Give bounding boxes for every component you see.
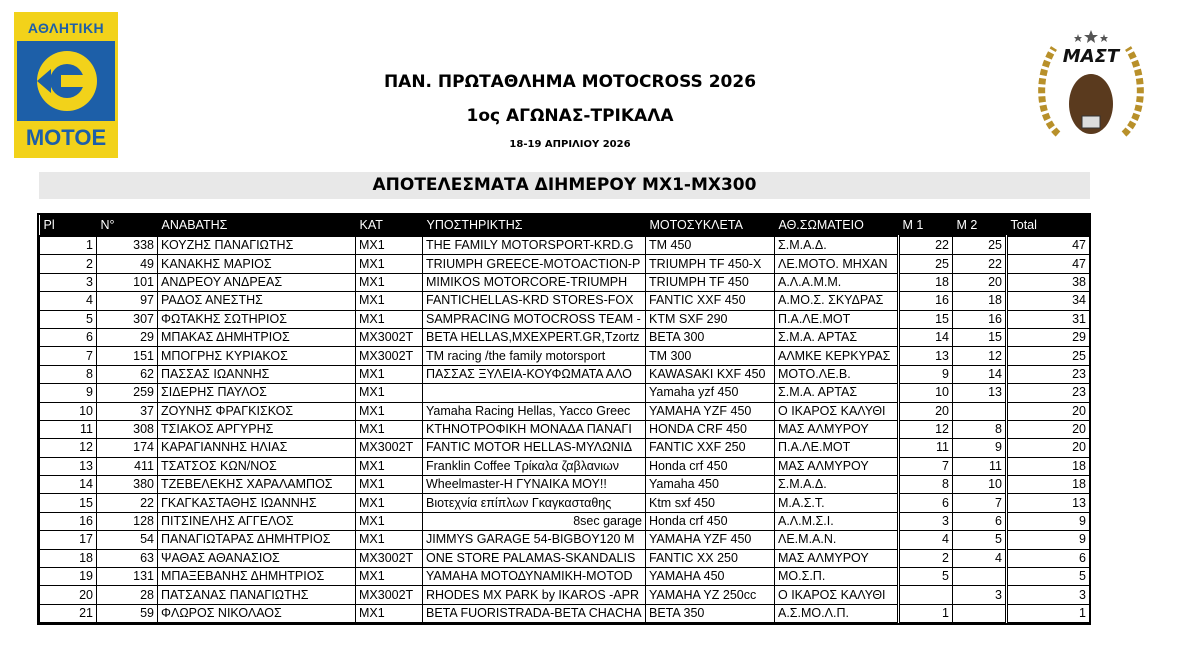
cell-m2: 12 [953, 347, 1007, 365]
cell-number: 308 [97, 420, 158, 438]
header-m2: M 2 [953, 215, 1007, 236]
cell-rider: ΠΑΝΑΓΙΩΤΑΡΑΣ ΔΗΜΗΤΡΙΟΣ [158, 531, 356, 549]
cell-m1: 11 [899, 439, 953, 457]
table-row [40, 292, 1090, 310]
cell-number: 101 [97, 273, 158, 291]
mast-logo [1030, 26, 1152, 148]
cell-number: 59 [97, 604, 158, 622]
cell-class: MX1 [356, 531, 423, 549]
cell-pl: 6 [40, 328, 97, 346]
cell-number: 63 [97, 549, 158, 567]
cell-m2: 11 [953, 457, 1007, 475]
cell-m1: 5 [899, 568, 953, 586]
cell-number: 131 [97, 568, 158, 586]
cell-sponsor: RHODES MX PARK by IKAROS -APR [423, 586, 646, 604]
cell-m1: 3 [899, 512, 953, 530]
cell-m2: 5 [953, 531, 1007, 549]
table-row [40, 310, 1090, 328]
cell-motorcycle: Honda crf 450 [646, 512, 775, 530]
header-pl: Pl [40, 215, 97, 236]
cell-motorcycle: Honda crf 450 [646, 457, 775, 475]
cell-total: 31 [1007, 310, 1090, 328]
table-row [40, 549, 1090, 567]
cell-m2: 22 [953, 255, 1007, 273]
cell-club: Α.Λ.Μ.Σ.Ι. [775, 512, 899, 530]
cell-class: MX1 [356, 494, 423, 512]
cell-m1: 22 [899, 236, 953, 255]
logo-bottom-text: MOTOE [17, 121, 115, 155]
table-row [40, 255, 1090, 273]
cell-club: ΜΑΣ ΑΛΜΥΡΟΥ [775, 420, 899, 438]
cell-rider: ΠΑΤΣΑΝΑΣ ΠΑΝΑΓΙΩΤΗΣ [158, 586, 356, 604]
cell-number: 29 [97, 328, 158, 346]
cell-pl: 2 [40, 255, 97, 273]
cell-pl: 1 [40, 236, 97, 255]
cell-sponsor: Βιοτεχνία επίπλων Γκαγκασταθης [423, 494, 646, 512]
cell-m1: 13 [899, 347, 953, 365]
cell-rider: ΚΑΝΑΚΗΣ ΜΑΡΙΟΣ [158, 255, 356, 273]
cell-rider: ΓΚΑΓΚΑΣΤΑΘΗΣ ΙΩΑΝΝΗΣ [158, 494, 356, 512]
table-row [40, 365, 1090, 383]
cell-rider: ΠΙΤΣΙΝΕΛΗΣ ΑΓΓΕΛΟΣ [158, 512, 356, 530]
results-table-container [37, 213, 1091, 625]
cell-motorcycle: HONDA CRF 450 [646, 420, 775, 438]
header-rider: ΑΝΑΒΑΤΗΣ [158, 215, 356, 236]
cell-m2: 3 [953, 586, 1007, 604]
table-row [40, 568, 1090, 586]
cell-motorcycle: Ktm sxf 450 [646, 494, 775, 512]
cell-sponsor: ONE STORE PALAMAS-SKANDALIS [423, 549, 646, 567]
header-motorcycle: ΜΟΤΟΣΥΚΛΕΤΑ [646, 215, 775, 236]
cell-rider: ΨΑΘΑΣ ΑΘΑΝΑΣΙΟΣ [158, 549, 356, 567]
cell-m2 [953, 568, 1007, 586]
cell-m2 [953, 604, 1007, 622]
cell-motorcycle: YAMAHA 450 [646, 568, 775, 586]
cell-club: ΛΕ.ΜΟΤΟ. ΜΗΧΑΝ [775, 255, 899, 273]
cell-number: 28 [97, 586, 158, 604]
cell-class: MX1 [356, 457, 423, 475]
cell-total: 13 [1007, 494, 1090, 512]
table-row [40, 512, 1090, 530]
cell-total: 18 [1007, 457, 1090, 475]
table-row [40, 420, 1090, 438]
cell-m2: 4 [953, 549, 1007, 567]
cell-motorcycle: KTM SXF 290 [646, 310, 775, 328]
cell-pl: 19 [40, 568, 97, 586]
cell-total: 20 [1007, 420, 1090, 438]
cell-m2: 14 [953, 365, 1007, 383]
table-row [40, 531, 1090, 549]
cell-sponsor: BETA FUORISTRADA-BETA CHACHA [423, 604, 646, 622]
cell-pl: 9 [40, 384, 97, 402]
cell-sponsor: MIMIKOS MOTORCORE-TRIUMPH [423, 273, 646, 291]
cell-m1: 2 [899, 549, 953, 567]
cell-rider: ΡΑΔΟΣ ΑΝΕΣΤΗΣ [158, 292, 356, 310]
table-row [40, 236, 1090, 255]
cell-motorcycle: KAWASAKI KXF 450 [646, 365, 775, 383]
cell-total: 47 [1007, 236, 1090, 255]
cell-pl: 3 [40, 273, 97, 291]
cell-club: Σ.Μ.Α. ΑΡΤΑΣ [775, 328, 899, 346]
cell-club: Σ.Μ.Α. ΑΡΤΑΣ [775, 384, 899, 402]
cell-sponsor: JIMMYS GARAGE 54-BIGBOY120 M [423, 531, 646, 549]
cell-sponsor: Franklin Coffee Τρίκαλα ζαβλανιων [423, 457, 646, 475]
cell-total: 1 [1007, 604, 1090, 622]
cell-class: MX1 [356, 384, 423, 402]
cell-rider: ΑΝΔΡΕΟΥ ΑΝΔΡΕΑΣ [158, 273, 356, 291]
cell-number: 307 [97, 310, 158, 328]
cell-class: MX3002T [356, 328, 423, 346]
cell-m2: 6 [953, 512, 1007, 530]
cell-pl: 8 [40, 365, 97, 383]
cell-m2: 7 [953, 494, 1007, 512]
table-header-row [40, 215, 1090, 236]
cell-pl: 15 [40, 494, 97, 512]
cell-m1: 14 [899, 328, 953, 346]
cell-motorcycle: Yamaha yzf 450 [646, 384, 775, 402]
cell-rider: ΜΠΑΞΕΒΑΝΗΣ ΔΗΜΗΤΡΙΟΣ [158, 568, 356, 586]
cell-sponsor: BETA HELLAS,MXEXPERT.GR,Tzortz [423, 328, 646, 346]
event-title: 1ος ΑΓΩΝΑΣ-ΤΡΙΚΑΛΑ [466, 106, 674, 126]
cell-m1: 1 [899, 604, 953, 622]
cell-class: MX1 [356, 273, 423, 291]
header-m1: M 1 [899, 215, 953, 236]
cell-pl: 21 [40, 604, 97, 622]
cell-class: MX1 [356, 255, 423, 273]
cell-pl: 7 [40, 347, 97, 365]
cell-club: Σ.Μ.Α.Δ. [775, 236, 899, 255]
cell-sponsor: TRIUMPH GREECE-MOTOACTION-P [423, 255, 646, 273]
cell-m1: 7 [899, 457, 953, 475]
cell-motorcycle: BETA 300 [646, 328, 775, 346]
header-sponsor: ΥΠΟΣΤΗΡΙΚΤΗΣ [423, 215, 646, 236]
table-row [40, 402, 1090, 420]
cell-rider: ΣΙΔΕΡΗΣ ΠΑΥΛΟΣ [158, 384, 356, 402]
cell-number: 151 [97, 347, 158, 365]
cell-rider: ΤΣΑΤΣΟΣ ΚΩΝ/ΝΟΣ [158, 457, 356, 475]
cell-rider: ΤΣΙΑΚΟΣ ΑΡΓΥΡΗΣ [158, 420, 356, 438]
cell-club: ΑΛΜΚΕ ΚΕΡΚΥΡΑΣ [775, 347, 899, 365]
cell-class: MX1 [356, 568, 423, 586]
cell-club: ΜΑΣ ΑΛΜΥΡΟΥ [775, 457, 899, 475]
cell-sponsor: 8sec garage [423, 512, 646, 530]
cell-total: 3 [1007, 586, 1090, 604]
cell-class: MX1 [356, 512, 423, 530]
cell-class: MX1 [356, 292, 423, 310]
cell-rider: ΜΠΑΚΑΣ ΔΗΜΗΤΡΙΟΣ [158, 328, 356, 346]
cell-sponsor: THE FAMILY MOTORSPORT-KRD.G [423, 236, 646, 255]
cell-sponsor: YAMAHA ΜΟΤΟΔΥΝΑΜΙΚΗ-ΜΟΤΟD [423, 568, 646, 586]
header-class: ΚΑΤ [356, 215, 423, 236]
cell-club: Σ.Μ.Α.Δ. [775, 476, 899, 494]
cell-sponsor: Wheelmaster-Η ΓΥΝΑΙΚΑ ΜΟΥ!! [423, 476, 646, 494]
cell-sponsor: ΚΤΗΝΟΤΡΟΦΙΚΗ ΜΟΝΑΔΑ ΠΑΝΑΓΙ [423, 420, 646, 438]
cell-class: MX1 [356, 476, 423, 494]
cell-sponsor [423, 384, 646, 402]
cell-pl: 20 [40, 586, 97, 604]
cell-m1: 16 [899, 292, 953, 310]
cell-number: 62 [97, 365, 158, 383]
cell-number: 97 [97, 292, 158, 310]
cell-total: 38 [1007, 273, 1090, 291]
cell-rider: ΤΖΕΒΕΛΕΚΗΣ ΧΑΡΑΛΑΜΠΟΣ [158, 476, 356, 494]
championship-title: ΠΑΝ. ΠΡΩΤΑΘΛΗΜΑ MOTOCROSS 2026 [383, 72, 757, 92]
cell-sponsor: ΠΑΣΣΑΣ ΞΥΛΕΙΑ-ΚΟΥΦΩΜΑΤΑ ΑΛΟ [423, 365, 646, 383]
cell-rider: ΜΠΟΓΡΗΣ ΚΥΡΙΑΚΟΣ [158, 347, 356, 365]
cell-total: 9 [1007, 512, 1090, 530]
cell-total: 18 [1007, 476, 1090, 494]
header-number: N° [97, 215, 158, 236]
cell-sponsor: Yamaha Racing Hellas, Yacco Greec [423, 402, 646, 420]
table-row [40, 347, 1090, 365]
cell-number: 380 [97, 476, 158, 494]
cell-pl: 4 [40, 292, 97, 310]
cell-club: ΜΟΤΟ.ΛΕ.Β. [775, 365, 899, 383]
cell-number: 338 [97, 236, 158, 255]
table-row [40, 273, 1090, 291]
cell-number: 411 [97, 457, 158, 475]
cell-m2: 25 [953, 236, 1007, 255]
cell-club: ΜΑΣ ΑΛΜΥΡΟΥ [775, 549, 899, 567]
cell-pl: 14 [40, 476, 97, 494]
cell-m1: 10 [899, 384, 953, 402]
cell-motorcycle: TRIUMPH TF 450-X [646, 255, 775, 273]
cell-sponsor: TM racing /the family motorsport [423, 347, 646, 365]
cell-m1: 9 [899, 365, 953, 383]
cell-number: 54 [97, 531, 158, 549]
cell-number: 37 [97, 402, 158, 420]
cell-number: 174 [97, 439, 158, 457]
cell-pl: 17 [40, 531, 97, 549]
table-row [40, 494, 1090, 512]
cell-pl: 12 [40, 439, 97, 457]
cell-sponsor: SAMPRACING MOTOCROSS TEAM - [423, 310, 646, 328]
cell-club: Ο ΙΚΑΡΟΣ ΚΑΛΥΘΙ [775, 402, 899, 420]
cell-motorcycle: FANTIC XX 250 [646, 549, 775, 567]
cell-m1: 12 [899, 420, 953, 438]
cell-club: Α.Λ.Α.Μ.Μ. [775, 273, 899, 291]
cell-total: 20 [1007, 402, 1090, 420]
cell-motorcycle: Yamaha 450 [646, 476, 775, 494]
cell-class: MX3002T [356, 586, 423, 604]
cell-total: 23 [1007, 384, 1090, 402]
results-table [39, 215, 1090, 623]
cell-total: 6 [1007, 549, 1090, 567]
cell-club: Α.Σ.ΜΟ.Λ.Π. [775, 604, 899, 622]
cell-m1: 20 [899, 402, 953, 420]
cell-sponsor: FANTIC MOTOR HELLAS-ΜΥΛΩΝΙΔ [423, 439, 646, 457]
cell-m2: 8 [953, 420, 1007, 438]
cell-class: MX1 [356, 402, 423, 420]
cell-rider: ΖΟΥΝΗΣ ΦΡΑΓΚΙΣΚΟΣ [158, 402, 356, 420]
athlitiki-motoe-logo [14, 12, 118, 158]
cell-m2: 9 [953, 439, 1007, 457]
cell-m2: 13 [953, 384, 1007, 402]
cell-club: Π.Α.ΛΕ.ΜΟΤ [775, 310, 899, 328]
cell-m1: 4 [899, 531, 953, 549]
cell-number: 128 [97, 512, 158, 530]
cell-motorcycle: TM 450 [646, 236, 775, 255]
cell-total: 47 [1007, 255, 1090, 273]
table-row [40, 328, 1090, 346]
cell-pl: 11 [40, 420, 97, 438]
cell-pl: 10 [40, 402, 97, 420]
cell-pl: 18 [40, 549, 97, 567]
cell-club: Α.ΜΟ.Σ. ΣΚΥΔΡΑΣ [775, 292, 899, 310]
cell-m2 [953, 402, 1007, 420]
cell-pl: 13 [40, 457, 97, 475]
cell-class: MX1 [356, 604, 423, 622]
mast-logo-text: ΜΑΣΤ [1062, 46, 1120, 67]
cell-m1: 6 [899, 494, 953, 512]
cell-m1: 18 [899, 273, 953, 291]
cell-motorcycle: FANTIC XXF 450 [646, 292, 775, 310]
cell-rider: ΚΟΥΖΗΣ ΠΑΝΑΓΙΩΤΗΣ [158, 236, 356, 255]
cell-class: MX3002T [356, 549, 423, 567]
cell-total: 20 [1007, 439, 1090, 457]
cell-total: 25 [1007, 347, 1090, 365]
table-row [40, 457, 1090, 475]
cell-number: 49 [97, 255, 158, 273]
cell-class: MX3002T [356, 347, 423, 365]
cell-rider: ΦΛΩΡΟΣ ΝΙΚΟΛΑΟΣ [158, 604, 356, 622]
cell-total: 23 [1007, 365, 1090, 383]
results-title: ΑΠΟΤΕΛΕΣΜΑΤΑ ΔΙΗΜΕΡΟΥ MX1-MX300 [39, 172, 1090, 199]
cell-club: ΛΕ.Μ.Α.Ν. [775, 531, 899, 549]
table-row [40, 586, 1090, 604]
cell-total: 5 [1007, 568, 1090, 586]
laurel-wreath-icon [1030, 26, 1152, 148]
cell-club: Π.Α.ΛΕ.ΜΟΤ [775, 439, 899, 457]
cell-m2: 10 [953, 476, 1007, 494]
header-club: ΑΘ.ΣΩΜΑΤΕΙΟ [775, 215, 899, 236]
motoe-emblem-icon [31, 45, 103, 117]
cell-m1: 15 [899, 310, 953, 328]
cell-m1 [899, 586, 953, 604]
cell-total: 9 [1007, 531, 1090, 549]
table-row [40, 439, 1090, 457]
cell-motorcycle: YAMAHA YZF 450 [646, 531, 775, 549]
cell-m1: 25 [899, 255, 953, 273]
cell-class: MX3002T [356, 439, 423, 457]
table-row [40, 476, 1090, 494]
cell-m2: 20 [953, 273, 1007, 291]
cell-number: 259 [97, 384, 158, 402]
cell-m1: 8 [899, 476, 953, 494]
cell-club: Μ.Α.Σ.Τ. [775, 494, 899, 512]
cell-rider: ΚΑΡΑΓΙΑΝΝΗΣ ΗΛΙΑΣ [158, 439, 356, 457]
cell-class: MX1 [356, 420, 423, 438]
cell-total: 34 [1007, 292, 1090, 310]
cell-total: 29 [1007, 328, 1090, 346]
event-dates: 18-19 ΑΠΡΙΛΙΟΥ 2026 [509, 139, 631, 150]
table-row [40, 604, 1090, 622]
cell-motorcycle: YAMAHA YZ 250cc [646, 586, 775, 604]
cell-pl: 5 [40, 310, 97, 328]
cell-motorcycle: BETA 350 [646, 604, 775, 622]
header-total: Total [1007, 215, 1090, 236]
cell-club: ΜΟ.Σ.Π. [775, 568, 899, 586]
table-row [40, 384, 1090, 402]
cell-motorcycle: YAMAHA YZF 450 [646, 402, 775, 420]
cell-m2: 16 [953, 310, 1007, 328]
cell-class: MX1 [356, 236, 423, 255]
cell-m2: 15 [953, 328, 1007, 346]
cell-class: MX1 [356, 310, 423, 328]
cell-club: Ο ΙΚΑΡΟΣ ΚΑΛΥΘΙ [775, 586, 899, 604]
logo-top-text: ΑΘΛΗΤΙΚΗ [17, 15, 115, 41]
cell-rider: ΦΩΤΑΚΗΣ ΣΩΤΗΡΙΟΣ [158, 310, 356, 328]
cell-class: MX1 [356, 365, 423, 383]
cell-motorcycle: FANTIC XXF 250 [646, 439, 775, 457]
cell-motorcycle: TM 300 [646, 347, 775, 365]
cell-motorcycle: TRIUMPH TF 450 [646, 273, 775, 291]
cell-m2: 18 [953, 292, 1007, 310]
cell-number: 22 [97, 494, 158, 512]
cell-pl: 16 [40, 512, 97, 530]
cell-sponsor: FANTICHELLAS-KRD STORES-FOX [423, 292, 646, 310]
cell-rider: ΠΑΣΣΑΣ ΙΩΑΝΝΗΣ [158, 365, 356, 383]
